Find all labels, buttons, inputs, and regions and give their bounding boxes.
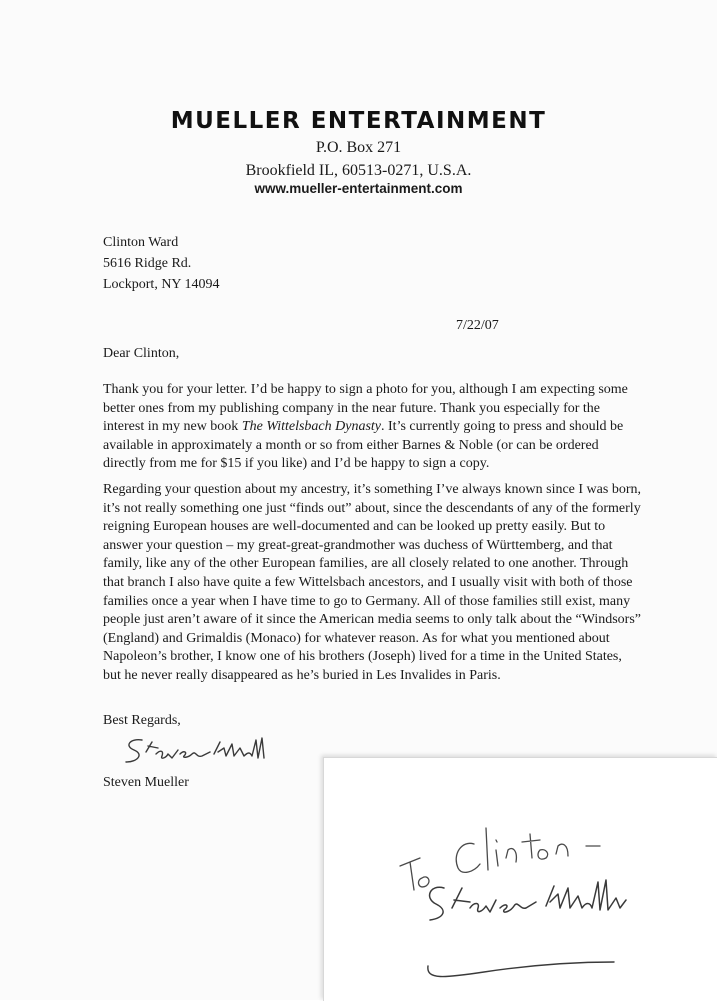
city-line: Brookfield IL, 60513-0271, U.S.A. xyxy=(245,162,472,179)
recipient-name: Clinton Ward xyxy=(103,235,179,250)
book-title: The Wittelsbach Dynasty xyxy=(241,419,382,435)
po-box: P.O. Box 271 xyxy=(315,139,402,156)
recipient-street: 5616 Ridge Rd. xyxy=(103,256,192,271)
paragraph-1-end: . It’s currently going to press and should be available in approximately a month or so from either Barnes & Noble (or can be ordered directly from me for $15 if you like) and I’d be happy to sign a copy. xyxy=(103,419,624,472)
company-name: MUELLER ENTERTAINMENT xyxy=(170,108,547,134)
recipient-city: Lockport, NY 14094 xyxy=(103,277,220,292)
letterhead xyxy=(0,108,717,196)
recipient-address xyxy=(103,232,220,295)
card-handwriting xyxy=(324,758,717,1001)
salutation: Dear Clinton, xyxy=(103,346,180,361)
paragraph-1 xyxy=(103,381,643,474)
paragraph-2: Regarding your question about my ancestry, it’s something I’ve always known since I was born, it’s not really something one just “finds out” about, since the descendants of any of the formerly reigning European houses are well-documented and can be looked up pretty easily. But to answer your question – my great-great-grandmother was duchess of Württemberg, and that family, like any of the other European families, are all closely related to one another. Through that branch I also have quite a few Wittelsbach ancestors, and I usually visit with both of those families once a year when I have time to go to Germany. All of those families still exist, many people just aren’t aware of it since the American media seems to only talk about the “Windsors” (England) and Grimaldis (Monaco) for whatever reason. As for what you mentioned about Napoleon’s brother, I know one of his brothers (Joseph) lived for a time in the United States, but he never really disappeared as he’s buried in Les Invalides in Paris. xyxy=(103,482,642,683)
letter-date: 7/22/07 xyxy=(456,318,499,333)
closing: Best Regards, xyxy=(103,713,181,728)
paragraph-1-start: Thank you for your letter. I’d be happy to sign a photo for you, although I am expecting some better ones from my publishing company in the near future. Thank you especially for the interest in my new book xyxy=(103,382,628,435)
signer-name: Steven Mueller xyxy=(103,775,189,790)
website: www.mueller-entertainment.com xyxy=(254,181,463,196)
signed-card xyxy=(323,757,717,1001)
